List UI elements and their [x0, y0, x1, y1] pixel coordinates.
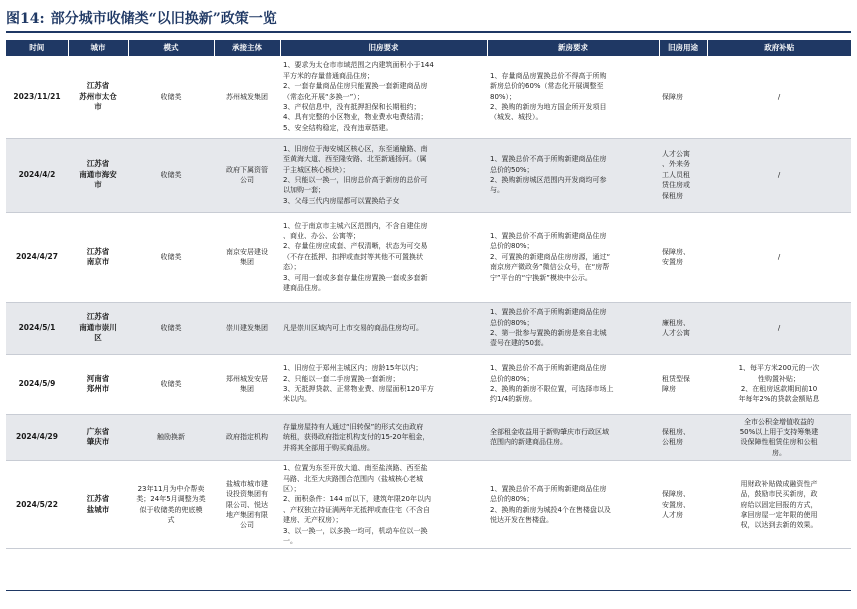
cell-text-line: 5、安全结构稳定，没有违章搭建。	[283, 123, 393, 132]
cell-text-line: 2、换购的新房为城投4个在售楼盘以及	[490, 505, 611, 514]
cell-text-line: 态）；	[283, 263, 301, 272]
cell-text-line: 集团	[240, 258, 254, 266]
cell-new-house-requirement	[487, 138, 659, 212]
cell-text-line: 南通市崇川	[79, 322, 117, 332]
cell-old-house-requirement	[280, 461, 487, 549]
cell-text-line: 23年11月为中介帮卖	[137, 484, 205, 493]
cell-old-house-requirement	[280, 56, 487, 138]
cell-text-line: 收储类	[160, 323, 182, 332]
cell-old-house-usage	[659, 414, 707, 461]
cell-text-line: 1、存量商品房置换总价不得高于所购	[490, 71, 607, 80]
cell-text-line: 3、父母三代内房屋都可以置换给子女	[283, 196, 400, 205]
cell-text-line: 廉租房、	[662, 318, 690, 327]
cell-text-line: （不存在抵押、扣押或查封等其他不可置换状	[283, 252, 423, 261]
cell-text-line: /	[777, 252, 781, 261]
cell-text-line: 2、换购的新房为地方国企所开发项目	[490, 102, 607, 111]
cell-text-line: 1、置换总价不高于所购新建商品住房	[490, 308, 607, 317]
cell-text-line: 平方米的存量普通商品住房；	[283, 71, 374, 80]
cell-text-line: 保租房	[662, 191, 683, 200]
cell-time: 2024/5/9	[6, 354, 68, 414]
cell-text-line: 建商品住房。	[283, 284, 325, 293]
cell-text-line: 设保障性租赁住房和公租	[740, 438, 818, 447]
cell-old-house-usage	[659, 354, 707, 414]
cell-text-line: 2、一套存量商品住房只能置换一套新建商品房	[283, 82, 428, 91]
cell-new-house-requirement	[487, 212, 659, 302]
cell-text-line: 收储类	[160, 252, 182, 261]
cell-government-subsidy	[707, 461, 851, 549]
cell-text-line: 总价的80%；	[490, 318, 534, 327]
cell-mode	[128, 138, 214, 212]
cell-old-house-requirement	[280, 414, 487, 461]
cell-new-house-requirement	[487, 56, 659, 138]
cell-undertaker	[214, 302, 280, 354]
cell-text-line: 品，鼓励市民买新房，政	[740, 490, 818, 499]
cell-text-line: 存量房屋持有人通过“旧转保”的形式交由政府	[283, 422, 424, 431]
cell-text-line: 、外来务	[662, 160, 690, 169]
cell-text-line: 全部租金收益用于新购肇庆市行政区域	[490, 427, 609, 436]
cell-old-house-requirement	[280, 138, 487, 212]
cell-city	[68, 212, 128, 302]
cell-mode	[128, 212, 214, 302]
column-header-mode: 模式	[128, 40, 214, 56]
cell-text-line: （城发、城投）。	[490, 113, 543, 122]
cell-text-line: 2、面积条件：144 ㎡以下，建筑年限20年以内	[283, 495, 431, 504]
cell-text-line: 盐城市	[86, 504, 110, 514]
cell-text-line: 苏州城发集团	[226, 92, 268, 101]
cell-text-line: 1、要求为太仓市市域范围之内建筑面积小于144	[283, 61, 434, 70]
cell-text-line: 式	[167, 516, 175, 525]
cell-city	[68, 302, 128, 354]
cell-text-line: 广东省	[86, 426, 110, 436]
cell-text-line: 工人员租	[662, 170, 690, 179]
cell-city	[68, 56, 128, 138]
cell-text-line: 3、无抵押贷款、正常物业费、房屋面积120平方	[283, 385, 434, 393]
cell-text-line: 地产集团有限	[226, 510, 268, 519]
cell-text-line: 江苏省	[86, 494, 110, 504]
cell-text-line: 并将其全部用于购买商品房。	[283, 443, 374, 452]
cell-text-line: 范围内的新建商品住房。	[490, 438, 567, 447]
cell-text-line: 1、置换总价不高于所购新建商品住房	[490, 155, 607, 164]
column-header-time: 时间	[6, 40, 68, 56]
cell-text-line: /	[777, 170, 781, 179]
cell-old-house-requirement	[280, 212, 487, 302]
cell-text-line: 区）；	[283, 484, 301, 493]
cell-text-line: 区	[94, 333, 102, 343]
cell-undertaker	[214, 138, 280, 212]
cell-text-line: 约1/4的新房。	[490, 395, 537, 404]
cell-text-line: 总价的50%；	[490, 165, 534, 174]
cell-text-line: 一。	[283, 536, 297, 545]
cell-text-line: 政府指定机构	[226, 433, 268, 442]
cell-text-line: 壹号在建的50套。	[490, 339, 548, 348]
cell-text-line: 收储类	[160, 379, 182, 388]
column-header-body: 承接主体	[214, 40, 280, 56]
title-underline	[6, 31, 851, 33]
cell-text-line: 保障房、	[662, 490, 690, 499]
cell-text-line: 集团	[240, 385, 254, 393]
cell-text-line: 米以内。	[283, 395, 311, 404]
cell-text-line: 市	[94, 180, 102, 190]
cell-text-line: 安置房、	[662, 500, 690, 509]
cell-new-house-requirement	[487, 354, 659, 414]
cell-government-subsidy	[707, 56, 851, 138]
cell-text-line: 悦达开发在售楼盘。	[490, 516, 553, 525]
cell-text-line: 于主城区核心板块）；	[283, 165, 350, 174]
cell-undertaker	[214, 354, 280, 414]
cell-text-line: 2、在租房返款期间前10	[740, 385, 818, 393]
cell-text-line: 崇川建发集团	[226, 323, 268, 332]
cell-text-line: 类；24年5月调整为类	[136, 495, 206, 504]
cell-government-subsidy	[707, 302, 851, 354]
cell-text-line: /	[777, 323, 781, 332]
cell-text-line: 1、位置为东至开放大道、南至盐渎路、西至盐	[283, 464, 428, 473]
cell-text-line: 全市公积金增值收益的	[744, 417, 814, 426]
table-row	[6, 461, 851, 549]
cell-text-line: 2、只能以一换一，旧房总价高于新房的总价可	[283, 176, 428, 184]
cell-old-house-requirement	[280, 302, 487, 354]
cell-text-line: 、商业、办公、公寓等；	[283, 231, 360, 240]
column-header-sub: 政府补贴	[707, 40, 851, 56]
figure-title-bar	[6, 4, 851, 32]
cell-city	[68, 414, 128, 461]
cell-text-line: 南京市	[86, 257, 110, 266]
cell-text-line: 以加购一套；	[283, 186, 325, 195]
cell-text-line: 租赁型保	[662, 374, 690, 383]
cell-text-line: 保障房	[662, 92, 683, 101]
cell-time: 2024/4/29	[6, 414, 68, 461]
cell-text-line: 2、只能以一套二手房置换一套新房；	[283, 374, 400, 383]
cell-new-house-requirement	[487, 414, 659, 461]
cell-new-house-requirement	[487, 302, 659, 354]
cell-text-line: 郑州城发安居	[226, 374, 268, 383]
cell-undertaker	[214, 461, 280, 549]
cell-text-line: 府给以固定回报的方式，	[740, 500, 818, 509]
cell-text-line: 1、置换总价不高于所购新建商品住房	[490, 231, 607, 240]
table-row	[6, 354, 851, 414]
cell-text-line: 设投资集团有	[226, 490, 268, 499]
column-header-new: 新房要求	[487, 40, 659, 56]
cell-text-line: 总价的80%；	[490, 495, 534, 504]
column-header-old: 旧房要求	[280, 40, 487, 56]
cell-text-line: 盐城市城市建	[226, 479, 268, 488]
cell-mode	[128, 302, 214, 354]
column-header-use: 旧房用途	[659, 40, 707, 56]
cell-mode	[128, 56, 214, 138]
cell-undertaker	[214, 56, 280, 138]
cell-text-line: 2、换购新房城区范围内开发商均可参	[490, 176, 607, 184]
cell-text-line: 统租，获得政府指定机构支付的15-20年租金，	[283, 433, 430, 442]
cell-text-line: 市	[94, 101, 102, 111]
cell-undertaker	[214, 212, 280, 302]
cell-government-subsidy	[707, 414, 851, 461]
cell-old-house-usage	[659, 56, 707, 138]
cell-city	[68, 461, 128, 549]
cell-text-line: 南京安居建设	[226, 247, 268, 256]
policy-table	[6, 40, 851, 549]
cell-text-line: 总价的80%；	[490, 374, 534, 383]
cell-text-line: 公司	[240, 176, 254, 184]
cell-text-line: 保障房、	[662, 247, 690, 256]
cell-text-line: 肇庆市	[86, 437, 110, 447]
cell-text-line: 建房、无产权房）；	[283, 516, 343, 525]
cell-text-line: 马路、北至大庆路围合范围内（盐城核心老城	[283, 474, 423, 483]
table-row	[6, 302, 851, 354]
cell-old-house-usage	[659, 212, 707, 302]
cell-mode	[128, 354, 214, 414]
cell-city	[68, 354, 128, 414]
cell-text-line: 南京房产微政务”微信公众号，在“房帮	[490, 263, 610, 272]
cell-text-line: 江苏省	[86, 312, 110, 322]
cell-text-line: 郑州市	[86, 384, 110, 393]
cell-text-line: 性购置补贴；	[758, 374, 800, 383]
cell-text-line: 苏州市太仓	[79, 91, 117, 101]
cell-text-line: 江苏省	[86, 159, 110, 169]
cell-text-line: 与。	[490, 186, 504, 195]
cell-text-line: 1、置换总价不高于所购新建商品住房	[490, 484, 607, 493]
cell-old-house-usage	[659, 138, 707, 212]
cell-text-line: 政府下属资管	[226, 165, 268, 174]
column-header-city: 城市	[68, 40, 128, 56]
cell-time: 2024/5/1	[6, 302, 68, 354]
cell-text-line: 2、存量住房应成套、产权清晰，状态为可交易	[283, 242, 428, 251]
cell-text-line: 公司	[240, 521, 254, 530]
cell-text-line: 人才房	[662, 510, 683, 519]
cell-text-line: 南通市海安	[79, 169, 117, 179]
cell-text-line: 4、具有完整的小区物业，物业费水电费结清；	[283, 113, 428, 122]
cell-text-line: 公租房	[662, 438, 683, 447]
table-body	[6, 56, 851, 549]
cell-text-line: 、产权独立持证满两年无抵押或查住宅（不含自	[283, 505, 430, 514]
cell-text-line: 凡是崇川区域内可上市交易的商品住房均可。	[283, 323, 423, 332]
cell-text-line: 安置房	[662, 258, 683, 266]
cell-text-line: 1、旧房位于海安城区核心区，东至通榆路、南	[283, 144, 428, 153]
cell-text-line: 权，以达到去新的效果。	[740, 521, 818, 530]
figure-label: 图14:	[6, 11, 45, 27]
figure-title: 部分城市收储类“以旧换新”政策一览	[50, 11, 277, 27]
cell-time: 2023/11/21	[6, 56, 68, 138]
cell-text-line: 50%以上用于支持筹集建	[739, 427, 819, 436]
cell-text-line: 1、每平方米200元的一次	[738, 364, 820, 373]
cell-text-line: 拿回房屋一定年限的使用	[740, 510, 818, 519]
cell-text-line: 障房	[662, 385, 676, 393]
cell-text-line: 人才公寓	[662, 149, 690, 158]
cell-text-line: 房。	[772, 448, 786, 457]
cell-government-subsidy	[707, 212, 851, 302]
cell-undertaker	[214, 414, 280, 461]
cell-text-line: 1、置换总价不高于所购新建商品住房	[490, 364, 607, 373]
cell-time: 2024/5/22	[6, 461, 68, 549]
cell-text-line: 新房总价的60%（常态化开展调整至	[490, 82, 604, 91]
cell-new-house-requirement	[487, 461, 659, 549]
cell-text-line: 3、以一换一，以多换一均可，机动车位以一换	[283, 526, 428, 535]
cell-text-line: 收储类	[160, 170, 182, 179]
cell-text-line: 似于收储类的兜底模	[139, 505, 203, 514]
cell-text-line: 赁住房或	[662, 181, 690, 190]
cell-text-line: 江苏省	[86, 246, 110, 256]
cell-text-line: 用财政补贴做成融资性产	[740, 479, 818, 488]
cell-text-line: 人才公寓	[662, 329, 690, 337]
cell-time: 2024/4/2	[6, 138, 68, 212]
cell-text-line: 河南省	[86, 373, 110, 383]
cell-text-line: 3、产权信息中，没有抵押担保和长期租约；	[283, 102, 421, 111]
table-row	[6, 212, 851, 302]
cell-text-line: 年每年2%的贷款金额贴息	[738, 395, 820, 404]
cell-text-line: 1、旧房位于郑州主城区内；房龄15年以内；	[283, 364, 423, 373]
cell-text-line: 2、可置换的新建商品住房房源，通过“	[490, 252, 611, 261]
cell-text-line: 宁”平台的“宁换新”模块中公示。	[490, 273, 592, 282]
table-bottom-rule	[6, 590, 851, 591]
cell-old-house-usage	[659, 302, 707, 354]
cell-text-line: 2、第一批参与置换的新房是来自北城	[490, 329, 607, 337]
cell-text-line: 1、位于南京市主城六区范围内，不含自建住房	[283, 221, 428, 230]
cell-text-line: 限公司、悦达	[226, 500, 268, 509]
cell-text-line: 收储类	[160, 92, 182, 101]
cell-text-line: 3、可用一套或多套存量住房置换一套或多套新	[283, 273, 428, 282]
cell-text-line: 触励换新	[157, 433, 185, 442]
cell-text-line: 总价的80%；	[490, 242, 534, 251]
cell-text-line: 至黄海大道、西至隆安路、北至新通扬河。（属	[283, 155, 427, 164]
cell-government-subsidy	[707, 138, 851, 212]
table-row	[6, 138, 851, 212]
cell-text-line: 80%）；	[490, 92, 517, 101]
cell-old-house-usage	[659, 461, 707, 549]
table-row	[6, 56, 851, 138]
table-row	[6, 414, 851, 461]
cell-text-line: 保租房、	[662, 427, 690, 436]
cell-text-line: （常态化开展“多换一”）；	[283, 92, 364, 101]
cell-government-subsidy	[707, 354, 851, 414]
cell-mode	[128, 461, 214, 549]
cell-text-line: 江苏省	[86, 81, 110, 91]
cell-mode	[128, 414, 214, 461]
table-header-row	[6, 40, 851, 56]
cell-time: 2024/4/27	[6, 212, 68, 302]
cell-text-line: /	[777, 92, 781, 101]
cell-old-house-requirement	[280, 354, 487, 414]
cell-text-line: 2、换购的新房不限位置，可选择市场上	[490, 385, 614, 393]
cell-city	[68, 138, 128, 212]
